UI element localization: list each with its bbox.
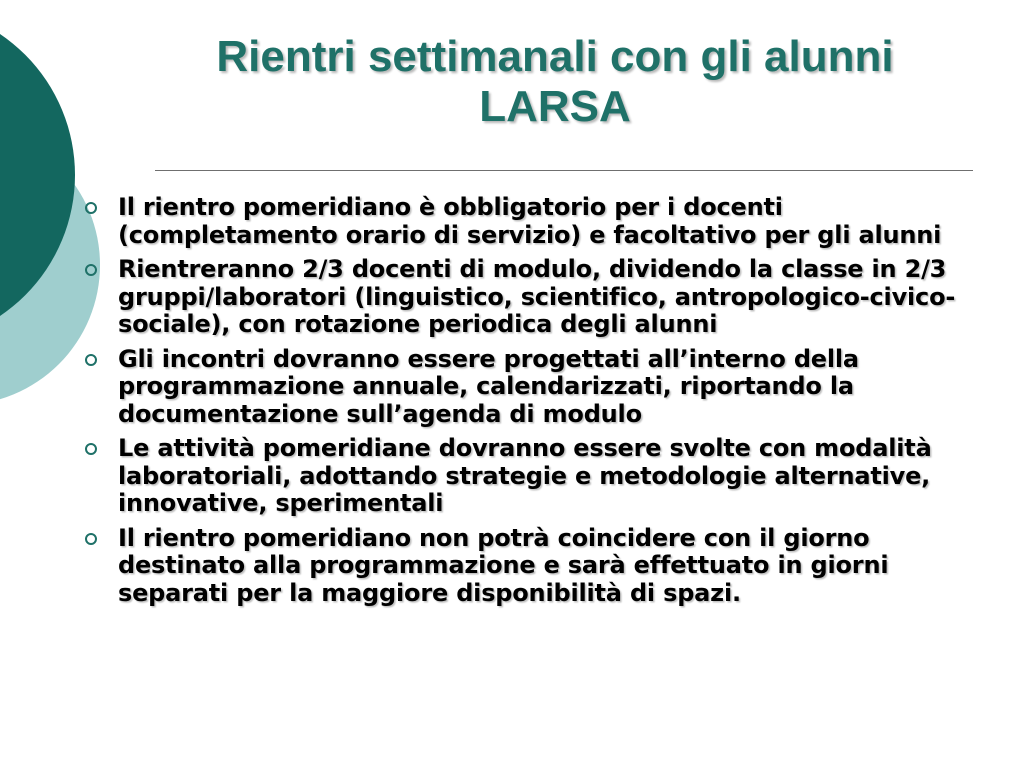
bullet-text: Il rientro pomeridiano è obbligatorio per i docenti (completamento orario di servizio) e facoltativo per gli alunni [118,193,942,249]
title-line-1: Rientri settimanali con gli alunni [216,32,894,81]
bullet-circle-icon [85,443,97,455]
bullet-item-4 [80,435,980,518]
bullet-text: Rientreranno 2/3 docenti di modulo, dividendo la classe in 2/3 gruppi/laboratori (linguistico, scientifico, antropologico-civico-sociale), con rotazione periodica degli alunni [118,255,956,338]
title-line-2: LARSA [479,82,631,131]
bullet-text: Il rientro pomeridiano non potrà coincidere con il giorno destinato alla programmazione e sarà effettuato in giorni separati per la maggiore disponibilità di spazi. [118,523,889,607]
bullet-circle-icon [85,533,97,545]
bullet-item-5 [80,525,980,608]
bullet-item-2 [80,256,980,339]
bullet-text: Le attività pomeridiane dovranno essere svolte con modalità laboratoriali, adottando strategie e metodologie alternative, innovative, sperimentali [118,434,932,517]
bullet-circle-icon [85,354,97,366]
title-divider [155,170,973,171]
bullet-text: Gli incontri dovranno essere progettati all’interno della programmazione annuale, calendarizzati, riportando la documentazione sull’agenda di modulo [118,344,859,428]
bullet-item-3 [80,346,980,429]
slide-title [110,32,1000,132]
bullet-circle-icon [85,264,97,276]
bullet-list [80,194,980,614]
bullet-circle-icon [85,202,97,214]
bullet-item-1 [80,194,980,249]
